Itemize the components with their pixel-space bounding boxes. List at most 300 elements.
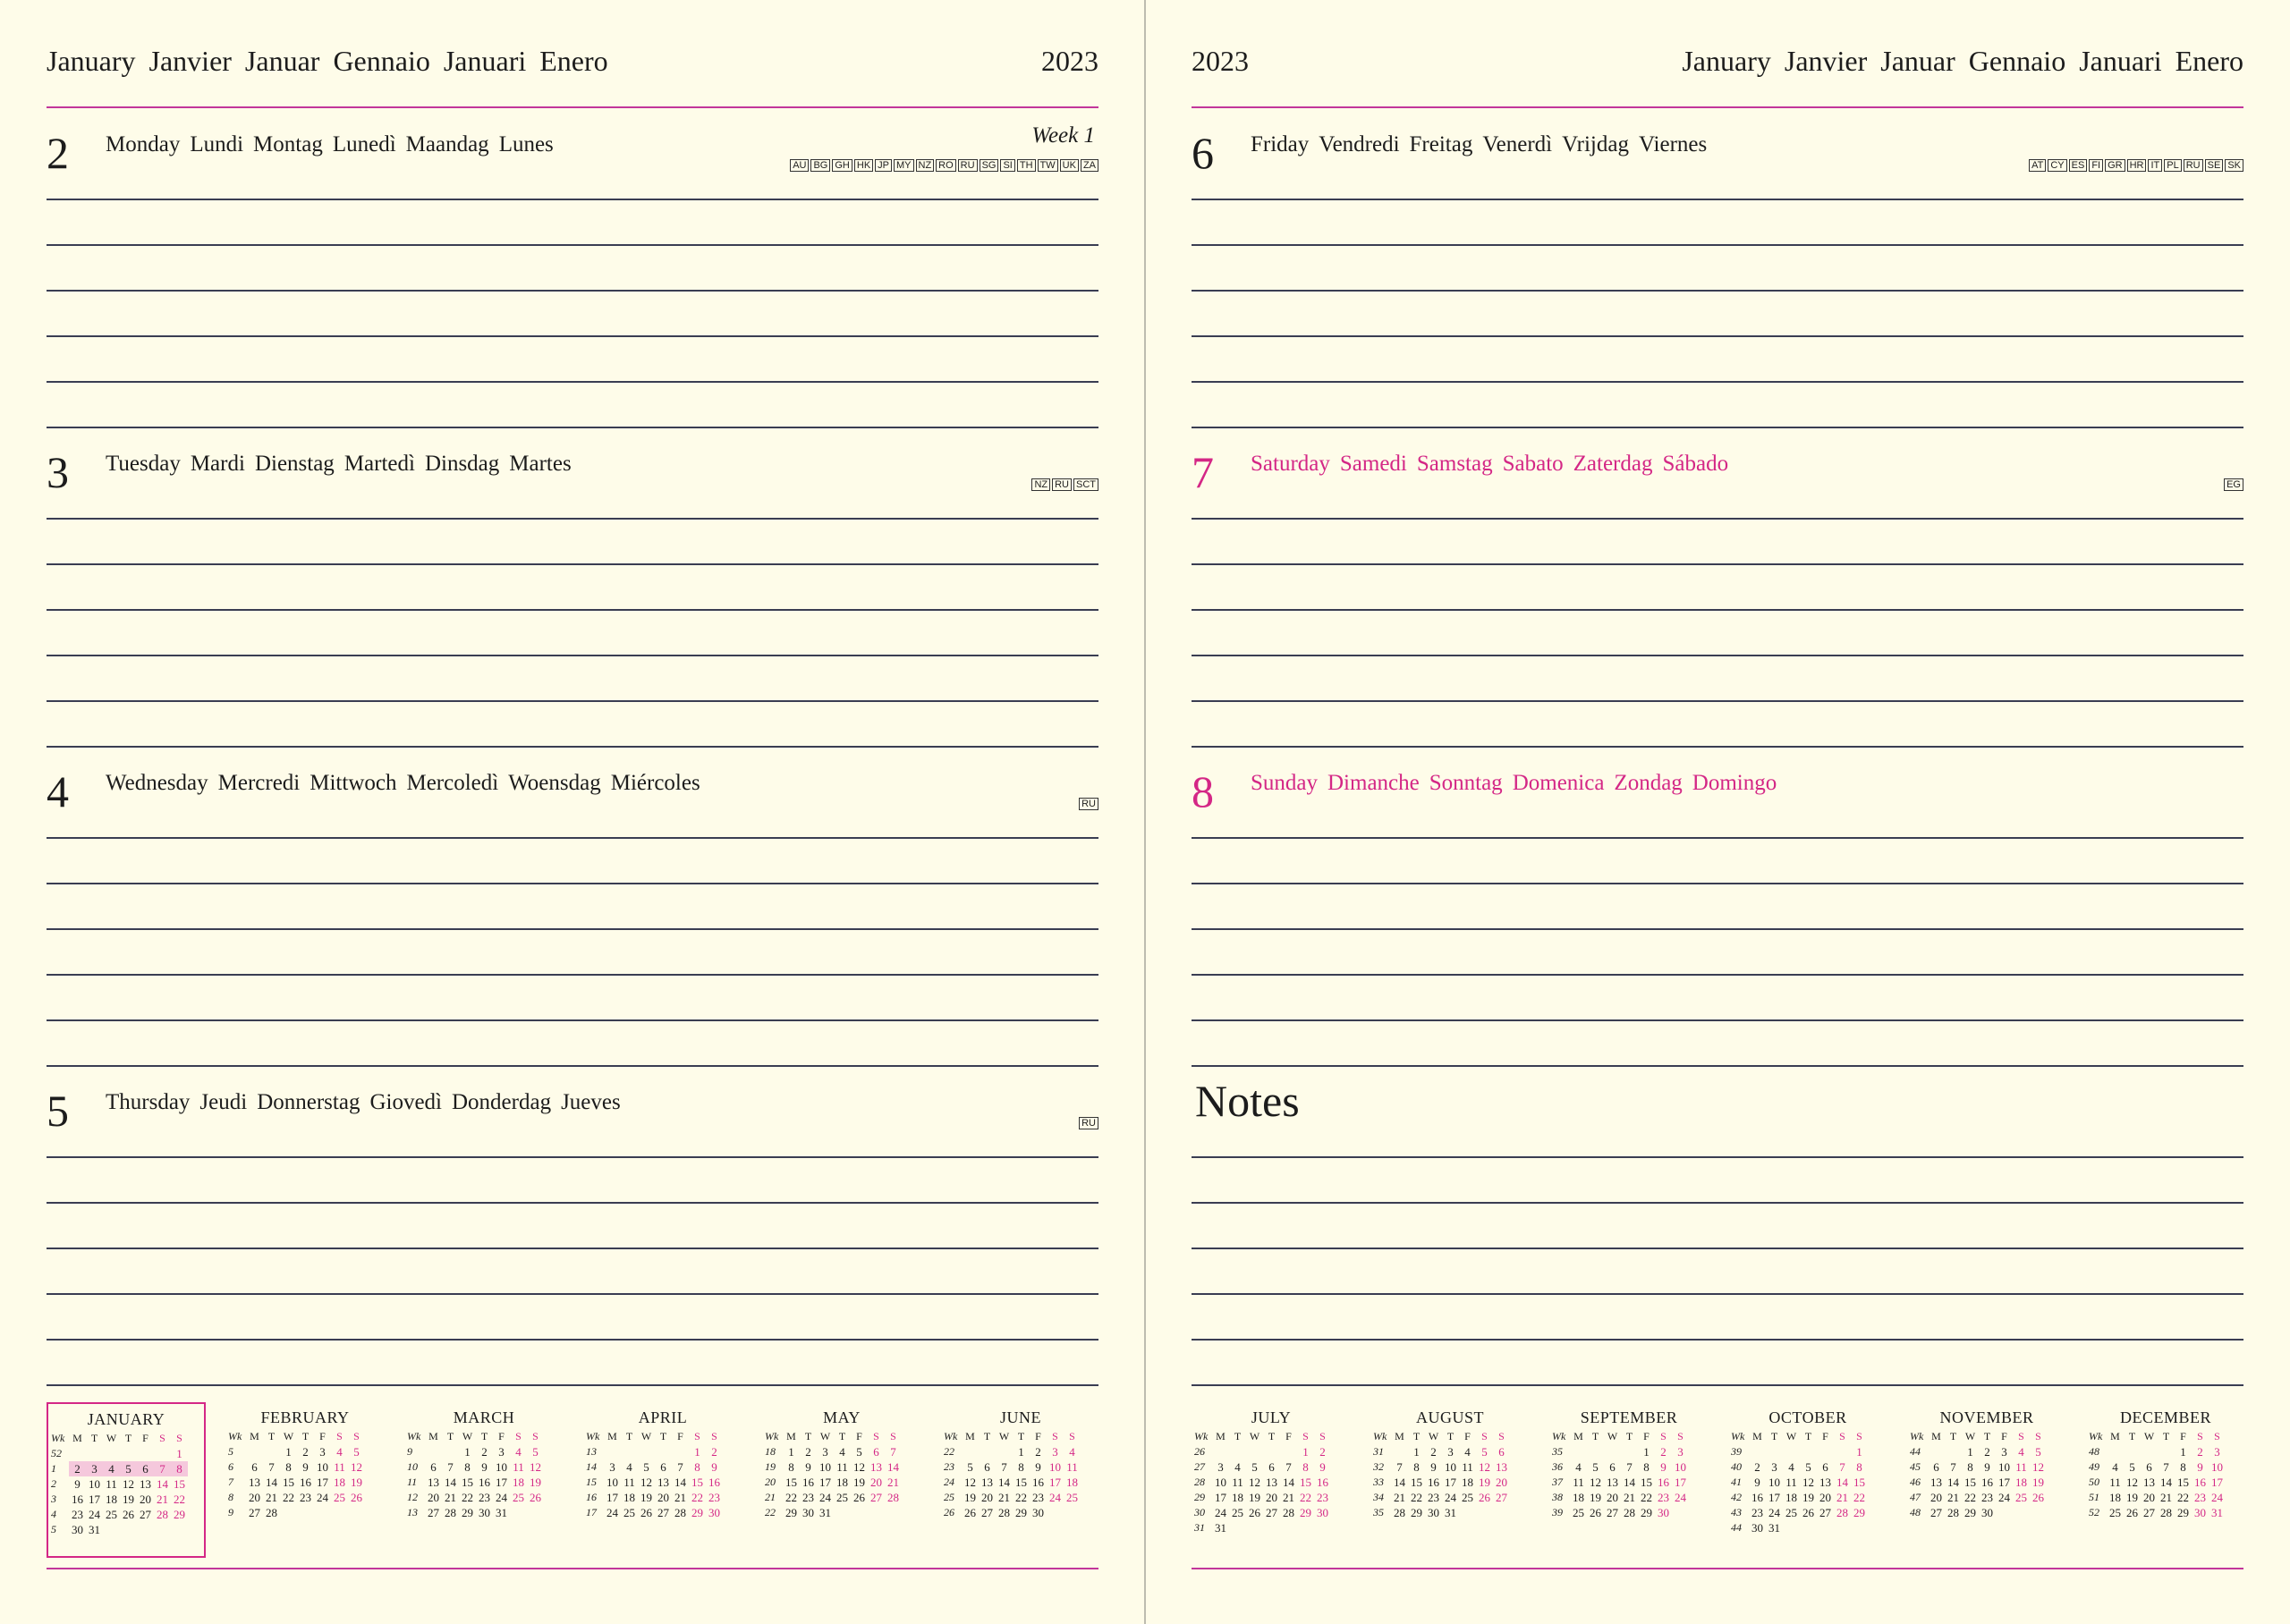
calendar-day[interactable]: 26 <box>1249 1506 1260 1519</box>
calendar-day[interactable]: 4 <box>2018 1445 2024 1459</box>
calendar-day[interactable] <box>1280 1444 1297 1459</box>
writing-line[interactable] <box>47 928 1098 930</box>
calendar-day[interactable]: 13 <box>981 1476 993 1489</box>
writing-line[interactable] <box>1192 655 2243 656</box>
calendar-day[interactable]: 18 <box>1462 1476 1473 1489</box>
writing-line[interactable] <box>1192 700 2243 702</box>
calendar-day[interactable]: 28 <box>1624 1506 1635 1519</box>
calendar-day[interactable]: 20 <box>1266 1491 1277 1504</box>
calendar-day[interactable]: 8 <box>464 1460 471 1474</box>
calendar-day[interactable]: 28 <box>157 1508 168 1521</box>
calendar-day[interactable] <box>868 1505 885 1520</box>
calendar-day[interactable]: 15 <box>1853 1476 1865 1489</box>
mini-calendar-december[interactable] <box>2086 1402 2245 1558</box>
writing-line[interactable] <box>1192 746 2243 748</box>
calendar-day[interactable]: 11 <box>2015 1460 2027 1474</box>
calendar-day[interactable]: 20 <box>1607 1491 1618 1504</box>
calendar-day[interactable]: 12 <box>1590 1476 1601 1489</box>
calendar-day[interactable]: 7 <box>1950 1460 1956 1474</box>
calendar-day[interactable]: 30 <box>72 1523 83 1536</box>
writing-line[interactable] <box>47 1202 1098 1204</box>
calendar-day[interactable]: 30 <box>708 1506 720 1519</box>
calendar-day[interactable]: 23 <box>708 1491 720 1504</box>
calendar-day[interactable]: 21 <box>445 1491 456 1504</box>
calendar-day[interactable]: 5 <box>1481 1445 1488 1459</box>
mini-calendar-january[interactable] <box>47 1402 206 1558</box>
notes-line[interactable] <box>1192 1248 2243 1249</box>
calendar-day[interactable]: 3 <box>1677 1445 1684 1459</box>
calendar-day[interactable]: 2 <box>2197 1445 2203 1459</box>
calendar-day[interactable]: 2 <box>481 1445 488 1459</box>
calendar-day[interactable]: 29 <box>174 1508 185 1521</box>
calendar-day[interactable]: 18 <box>106 1493 117 1506</box>
calendar-day[interactable] <box>1621 1444 1638 1459</box>
calendar-day[interactable]: 29 <box>785 1506 797 1519</box>
calendar-day[interactable]: 13 <box>1607 1476 1618 1489</box>
calendar-day[interactable] <box>1229 1520 1246 1535</box>
calendar-day[interactable]: 12 <box>1479 1460 1490 1474</box>
calendar-day[interactable]: 4 <box>626 1460 632 1474</box>
calendar-day[interactable]: 30 <box>1317 1506 1328 1519</box>
calendar-day[interactable]: 22 <box>283 1491 294 1504</box>
mini-calendar-june[interactable] <box>941 1402 1100 1558</box>
calendar-day[interactable]: 9 <box>481 1460 488 1474</box>
calendar-day[interactable]: 29 <box>2177 1506 2189 1519</box>
calendar-day[interactable]: 23 <box>1428 1491 1439 1504</box>
calendar-day[interactable]: 15 <box>462 1476 473 1489</box>
calendar-day[interactable]: 25 <box>623 1506 635 1519</box>
calendar-day[interactable]: 18 <box>2015 1476 2027 1489</box>
calendar-day[interactable]: 26 <box>1590 1506 1601 1519</box>
calendar-day[interactable]: 7 <box>447 1460 454 1474</box>
calendar-day[interactable]: 29 <box>691 1506 703 1519</box>
calendar-day[interactable]: 26 <box>1802 1506 1814 1519</box>
calendar-day[interactable]: 28 <box>887 1491 899 1504</box>
calendar-day[interactable]: 3 <box>1052 1445 1058 1459</box>
calendar-day[interactable]: 8 <box>171 1461 188 1476</box>
calendar-day[interactable]: 15 <box>283 1476 294 1489</box>
calendar-day[interactable]: 29 <box>462 1506 473 1519</box>
calendar-day[interactable]: 13 <box>428 1476 439 1489</box>
calendar-day[interactable]: 14 <box>674 1476 686 1489</box>
calendar-day[interactable] <box>103 1446 120 1461</box>
calendar-day[interactable]: 6 <box>873 1445 879 1459</box>
calendar-day[interactable]: 3 <box>1771 1460 1777 1474</box>
calendar-day[interactable]: 24 <box>819 1491 831 1504</box>
calendar-day[interactable]: 13 <box>870 1460 882 1474</box>
calendar-day[interactable]: 26 <box>964 1506 976 1519</box>
calendar-day[interactable]: 23 <box>72 1508 83 1521</box>
calendar-day[interactable] <box>2013 1505 2030 1520</box>
calendar-day[interactable]: 18 <box>2109 1491 2121 1504</box>
calendar-day[interactable]: 13 <box>2143 1476 2155 1489</box>
calendar-day[interactable]: 31 <box>1445 1506 1456 1519</box>
calendar-day[interactable]: 19 <box>964 1491 976 1504</box>
calendar-day[interactable] <box>638 1444 655 1459</box>
writing-line[interactable] <box>47 563 1098 565</box>
calendar-day[interactable]: 24 <box>1049 1491 1061 1504</box>
calendar-day[interactable]: 27 <box>981 1506 993 1519</box>
writing-line[interactable] <box>1192 335 2243 337</box>
calendar-day[interactable]: 8 <box>1018 1460 1024 1474</box>
calendar-day[interactable]: 28 <box>2160 1506 2172 1519</box>
calendar-day[interactable]: 11 <box>1573 1476 1584 1489</box>
calendar-day[interactable]: 27 <box>870 1491 882 1504</box>
calendar-day[interactable]: 5 <box>2129 1460 2135 1474</box>
calendar-day[interactable] <box>851 1505 868 1520</box>
calendar-day[interactable] <box>154 1446 171 1461</box>
calendar-day[interactable]: 2 <box>1660 1445 1667 1459</box>
calendar-day[interactable]: 11 <box>513 1460 524 1474</box>
calendar-day[interactable]: 13 <box>140 1477 151 1491</box>
calendar-day[interactable]: 23 <box>479 1491 490 1504</box>
calendar-day[interactable]: 1 <box>2180 1445 2186 1459</box>
mini-calendar-july[interactable] <box>1192 1402 1351 1558</box>
calendar-day[interactable] <box>1749 1444 1766 1459</box>
calendar-day[interactable] <box>120 1522 137 1537</box>
calendar-day[interactable]: 10 <box>1998 1460 2010 1474</box>
calendar-day[interactable]: 3 <box>2001 1445 2007 1459</box>
calendar-day[interactable]: 16 <box>1032 1476 1044 1489</box>
calendar-day[interactable]: 11 <box>106 1477 117 1491</box>
calendar-day[interactable]: 16 <box>1428 1476 1439 1489</box>
calendar-day[interactable]: 7 <box>1626 1460 1633 1474</box>
calendar-day[interactable]: 19 <box>2126 1491 2138 1504</box>
notes-line[interactable] <box>1192 1384 2243 1386</box>
calendar-day[interactable]: 18 <box>1232 1491 1243 1504</box>
calendar-day[interactable] <box>1834 1444 1851 1459</box>
calendar-day[interactable]: 9 <box>711 1460 717 1474</box>
calendar-day[interactable] <box>154 1522 171 1537</box>
calendar-day[interactable]: 6 <box>660 1460 666 1474</box>
calendar-day[interactable]: 13 <box>1496 1460 1507 1474</box>
calendar-day[interactable]: 30 <box>1751 1521 1763 1535</box>
calendar-day[interactable]: 1 <box>1018 1445 1024 1459</box>
calendar-day[interactable]: 10 <box>317 1460 328 1474</box>
writing-line[interactable] <box>1192 381 2243 383</box>
calendar-day[interactable]: 4 <box>839 1445 845 1459</box>
calendar-day[interactable] <box>1783 1444 1800 1459</box>
calendar-day[interactable]: 10 <box>1675 1460 1686 1474</box>
calendar-day[interactable]: 12 <box>2032 1460 2044 1474</box>
calendar-day[interactable]: 11 <box>1785 1476 1797 1489</box>
calendar-day[interactable]: 25 <box>334 1491 345 1504</box>
calendar-day[interactable]: 29 <box>1853 1506 1865 1519</box>
calendar-day[interactable]: 31 <box>496 1506 507 1519</box>
calendar-day[interactable]: 28 <box>1283 1506 1294 1519</box>
calendar-day[interactable]: 1 <box>694 1445 700 1459</box>
mini-calendar-february[interactable] <box>225 1402 385 1558</box>
calendar-day[interactable] <box>2107 1444 2124 1459</box>
writing-line[interactable] <box>1192 563 2243 565</box>
writing-line[interactable] <box>47 1248 1098 1249</box>
calendar-day[interactable] <box>655 1444 672 1459</box>
calendar-day[interactable]: 24 <box>1445 1491 1456 1504</box>
calendar-day[interactable]: 26 <box>853 1491 865 1504</box>
calendar-day[interactable]: 26 <box>351 1491 362 1504</box>
mini-calendar-april[interactable] <box>583 1402 742 1558</box>
calendar-day[interactable]: 1 <box>1967 1445 1973 1459</box>
calendar-day[interactable]: 21 <box>2160 1491 2172 1504</box>
calendar-day[interactable]: 20 <box>981 1491 993 1504</box>
calendar-day[interactable]: 19 <box>1479 1476 1490 1489</box>
calendar-day[interactable]: 14 <box>1624 1476 1635 1489</box>
calendar-day[interactable]: 4 <box>1234 1460 1241 1474</box>
calendar-day[interactable]: 10 <box>1445 1460 1456 1474</box>
calendar-day[interactable]: 6 <box>1498 1445 1505 1459</box>
calendar-day[interactable]: 26 <box>1479 1491 1490 1504</box>
calendar-day[interactable]: 31 <box>1768 1521 1780 1535</box>
notes-line[interactable] <box>1192 1339 2243 1341</box>
calendar-day[interactable]: 22 <box>1853 1491 1865 1504</box>
calendar-day[interactable] <box>510 1505 527 1520</box>
calendar-day[interactable]: 12 <box>351 1460 362 1474</box>
calendar-day[interactable]: 20 <box>140 1493 151 1506</box>
calendar-day[interactable]: 25 <box>1462 1491 1473 1504</box>
calendar-day[interactable]: 19 <box>1590 1491 1601 1504</box>
calendar-day[interactable]: 5 <box>856 1445 862 1459</box>
calendar-day[interactable]: 17 <box>606 1491 618 1504</box>
calendar-day[interactable]: 27 <box>657 1506 669 1519</box>
calendar-day[interactable]: 27 <box>1819 1506 1831 1519</box>
calendar-day[interactable]: 22 <box>1015 1491 1027 1504</box>
calendar-day[interactable]: 2 <box>805 1445 811 1459</box>
calendar-day[interactable]: 21 <box>1624 1491 1635 1504</box>
calendar-day[interactable]: 1 <box>1413 1445 1420 1459</box>
calendar-day[interactable]: 9 <box>1319 1460 1326 1474</box>
calendar-day[interactable]: 20 <box>1819 1491 1831 1504</box>
calendar-day[interactable]: 19 <box>2032 1476 2044 1489</box>
calendar-day[interactable]: 15 <box>1964 1476 1976 1489</box>
calendar-day[interactable]: 27 <box>1496 1491 1507 1504</box>
calendar-day[interactable]: 24 <box>1675 1491 1686 1504</box>
calendar-day[interactable] <box>1672 1505 1689 1520</box>
calendar-day[interactable]: 21 <box>1836 1491 1848 1504</box>
calendar-day[interactable]: 20 <box>249 1491 260 1504</box>
calendar-day[interactable]: 17 <box>1445 1476 1456 1489</box>
calendar-day[interactable]: 8 <box>1856 1460 1862 1474</box>
calendar-day[interactable]: 14 <box>157 1477 168 1491</box>
calendar-day[interactable]: 8 <box>694 1460 700 1474</box>
calendar-day[interactable]: 27 <box>1607 1506 1618 1519</box>
writing-line[interactable] <box>47 1339 1098 1341</box>
calendar-day[interactable]: 17 <box>89 1493 100 1506</box>
calendar-day[interactable]: 3 <box>822 1445 828 1459</box>
calendar-day[interactable]: 9 <box>1660 1460 1667 1474</box>
calendar-day[interactable]: 26 <box>530 1491 541 1504</box>
mini-calendar-october[interactable] <box>1728 1402 1887 1558</box>
calendar-day[interactable]: 5 <box>967 1460 973 1474</box>
calendar-day[interactable]: 5 <box>353 1445 360 1459</box>
calendar-day[interactable]: 1 <box>176 1447 182 1460</box>
calendar-day[interactable] <box>1064 1505 1081 1520</box>
calendar-day[interactable]: 6 <box>137 1461 154 1476</box>
calendar-day[interactable]: 11 <box>1232 1476 1243 1489</box>
calendar-day[interactable]: 12 <box>1249 1476 1260 1489</box>
calendar-day[interactable]: 10 <box>1215 1476 1226 1489</box>
calendar-day[interactable] <box>1280 1520 1297 1535</box>
calendar-day[interactable]: 23 <box>2194 1491 2206 1504</box>
calendar-day[interactable]: 27 <box>428 1506 439 1519</box>
calendar-day[interactable]: 14 <box>2160 1476 2172 1489</box>
calendar-day[interactable]: 28 <box>998 1506 1010 1519</box>
calendar-day[interactable] <box>1246 1444 1263 1459</box>
calendar-day[interactable] <box>425 1444 442 1459</box>
calendar-day[interactable] <box>86 1446 103 1461</box>
calendar-day[interactable] <box>2158 1444 2175 1459</box>
calendar-day[interactable]: 9 <box>805 1460 811 1474</box>
calendar-day[interactable]: 14 <box>445 1476 456 1489</box>
calendar-day[interactable]: 18 <box>1785 1491 1797 1504</box>
calendar-day[interactable] <box>1391 1444 1408 1459</box>
writing-line[interactable] <box>47 655 1098 656</box>
calendar-day[interactable]: 13 <box>1930 1476 1942 1489</box>
calendar-day[interactable]: 16 <box>2194 1476 2206 1489</box>
calendar-day[interactable]: 9 <box>74 1477 81 1491</box>
calendar-day[interactable]: 22 <box>1411 1491 1422 1504</box>
calendar-day[interactable]: 9 <box>2197 1460 2203 1474</box>
calendar-day[interactable]: 24 <box>1215 1506 1226 1519</box>
calendar-day[interactable] <box>1459 1505 1476 1520</box>
calendar-day[interactable] <box>1766 1444 1783 1459</box>
calendar-day[interactable]: 14 <box>1283 1476 1294 1489</box>
calendar-day[interactable]: 15 <box>691 1476 703 1489</box>
calendar-day[interactable]: 21 <box>1947 1491 1959 1504</box>
calendar-day[interactable]: 30 <box>2194 1506 2206 1519</box>
calendar-day[interactable]: 3 <box>2214 1445 2220 1459</box>
calendar-day[interactable]: 16 <box>1751 1491 1763 1504</box>
calendar-day[interactable] <box>621 1444 638 1459</box>
calendar-day[interactable]: 24 <box>496 1491 507 1504</box>
calendar-day[interactable] <box>527 1505 544 1520</box>
calendar-day[interactable]: 25 <box>1785 1506 1797 1519</box>
calendar-day[interactable] <box>103 1522 120 1537</box>
calendar-day[interactable]: 26 <box>2126 1506 2138 1519</box>
calendar-day[interactable]: 3 <box>498 1445 505 1459</box>
calendar-day[interactable] <box>1476 1505 1493 1520</box>
calendar-day[interactable]: 25 <box>513 1491 524 1504</box>
writing-line[interactable] <box>47 1019 1098 1021</box>
writing-line[interactable] <box>47 1065 1098 1067</box>
calendar-day[interactable]: 8 <box>788 1460 794 1474</box>
calendar-day[interactable]: 27 <box>1266 1506 1277 1519</box>
calendar-day[interactable] <box>2124 1444 2141 1459</box>
calendar-day[interactable] <box>885 1505 902 1520</box>
calendar-day[interactable]: 17 <box>1768 1491 1780 1504</box>
calendar-day[interactable]: 27 <box>249 1506 260 1519</box>
writing-line[interactable] <box>47 381 1098 383</box>
calendar-day[interactable]: 5 <box>1592 1460 1599 1474</box>
calendar-day[interactable]: 28 <box>445 1506 456 1519</box>
calendar-day[interactable]: 24 <box>89 1508 100 1521</box>
calendar-day[interactable]: 17 <box>496 1476 507 1489</box>
calendar-day[interactable] <box>672 1444 689 1459</box>
calendar-day[interactable]: 12 <box>2126 1476 2138 1489</box>
calendar-day[interactable]: 28 <box>1394 1506 1405 1519</box>
calendar-day[interactable] <box>1263 1444 1280 1459</box>
calendar-day[interactable]: 23 <box>1032 1491 1044 1504</box>
calendar-day[interactable]: 9 <box>1984 1460 1990 1474</box>
writing-line[interactable] <box>47 974 1098 976</box>
calendar-day[interactable] <box>1817 1520 1834 1535</box>
calendar-day[interactable]: 24 <box>317 1491 328 1504</box>
calendar-day[interactable]: 30 <box>1981 1506 1993 1519</box>
calendar-day[interactable]: 29 <box>1641 1506 1652 1519</box>
calendar-day[interactable] <box>604 1444 621 1459</box>
calendar-day[interactable]: 19 <box>351 1476 362 1489</box>
calendar-day[interactable]: 20 <box>657 1491 669 1504</box>
calendar-day[interactable] <box>280 1505 297 1520</box>
calendar-day[interactable]: 5 <box>120 1461 137 1476</box>
calendar-day[interactable]: 1 <box>464 1445 471 1459</box>
writing-line[interactable] <box>47 244 1098 246</box>
calendar-day[interactable]: 6 <box>2146 1460 2152 1474</box>
calendar-day[interactable]: 20 <box>1930 1491 1942 1504</box>
calendar-day[interactable]: 15 <box>785 1476 797 1489</box>
calendar-day[interactable]: 25 <box>2015 1491 2027 1504</box>
writing-line[interactable] <box>1192 883 2243 884</box>
calendar-day[interactable]: 21 <box>1283 1491 1294 1504</box>
notes-line[interactable] <box>1192 1202 2243 1204</box>
calendar-day[interactable] <box>1570 1444 1587 1459</box>
calendar-day[interactable] <box>962 1444 979 1459</box>
calendar-day[interactable]: 2 <box>69 1461 86 1476</box>
calendar-day[interactable]: 25 <box>106 1508 117 1521</box>
calendar-day[interactable] <box>442 1444 459 1459</box>
calendar-day[interactable]: 17 <box>2211 1476 2223 1489</box>
calendar-day[interactable]: 19 <box>1249 1491 1260 1504</box>
calendar-day[interactable]: 1 <box>788 1445 794 1459</box>
calendar-day[interactable]: 16 <box>1658 1476 1669 1489</box>
calendar-day[interactable] <box>996 1444 1013 1459</box>
calendar-day[interactable] <box>171 1522 188 1537</box>
mini-calendar-august[interactable] <box>1370 1402 1530 1558</box>
calendar-day[interactable]: 5 <box>532 1445 539 1459</box>
calendar-day[interactable] <box>1263 1520 1280 1535</box>
calendar-day[interactable]: 22 <box>1300 1491 1311 1504</box>
calendar-day[interactable]: 14 <box>1394 1476 1405 1489</box>
calendar-day[interactable]: 24 <box>606 1506 618 1519</box>
calendar-day[interactable]: 11 <box>836 1460 848 1474</box>
calendar-day[interactable]: 4 <box>336 1445 343 1459</box>
writing-line[interactable] <box>1192 1065 2243 1067</box>
calendar-day[interactable]: 17 <box>317 1476 328 1489</box>
calendar-day[interactable]: 25 <box>1232 1506 1243 1519</box>
calendar-day[interactable]: 23 <box>1317 1491 1328 1504</box>
calendar-day[interactable] <box>137 1446 154 1461</box>
calendar-day[interactable]: 31 <box>89 1523 100 1536</box>
calendar-day[interactable]: 14 <box>887 1460 899 1474</box>
calendar-day[interactable] <box>1996 1505 2013 1520</box>
calendar-day[interactable]: 12 <box>1802 1476 1814 1489</box>
calendar-day[interactable] <box>1246 1520 1263 1535</box>
calendar-day[interactable]: 26 <box>2032 1491 2044 1504</box>
calendar-day[interactable]: 21 <box>157 1493 168 1506</box>
calendar-day[interactable]: 2 <box>1754 1460 1760 1474</box>
calendar-day[interactable] <box>834 1505 851 1520</box>
calendar-day[interactable]: 31 <box>1215 1521 1226 1535</box>
writing-line[interactable] <box>1192 427 2243 428</box>
calendar-day[interactable] <box>2030 1505 2047 1520</box>
calendar-day[interactable]: 12 <box>530 1460 541 1474</box>
calendar-day[interactable] <box>1817 1444 1834 1459</box>
writing-line[interactable] <box>1192 290 2243 292</box>
calendar-day[interactable]: 23 <box>300 1491 311 1504</box>
calendar-day[interactable]: 3 <box>86 1461 103 1476</box>
calendar-day[interactable] <box>1834 1520 1851 1535</box>
calendar-day[interactable]: 15 <box>2177 1476 2189 1489</box>
calendar-day[interactable]: 23 <box>1981 1491 1993 1504</box>
